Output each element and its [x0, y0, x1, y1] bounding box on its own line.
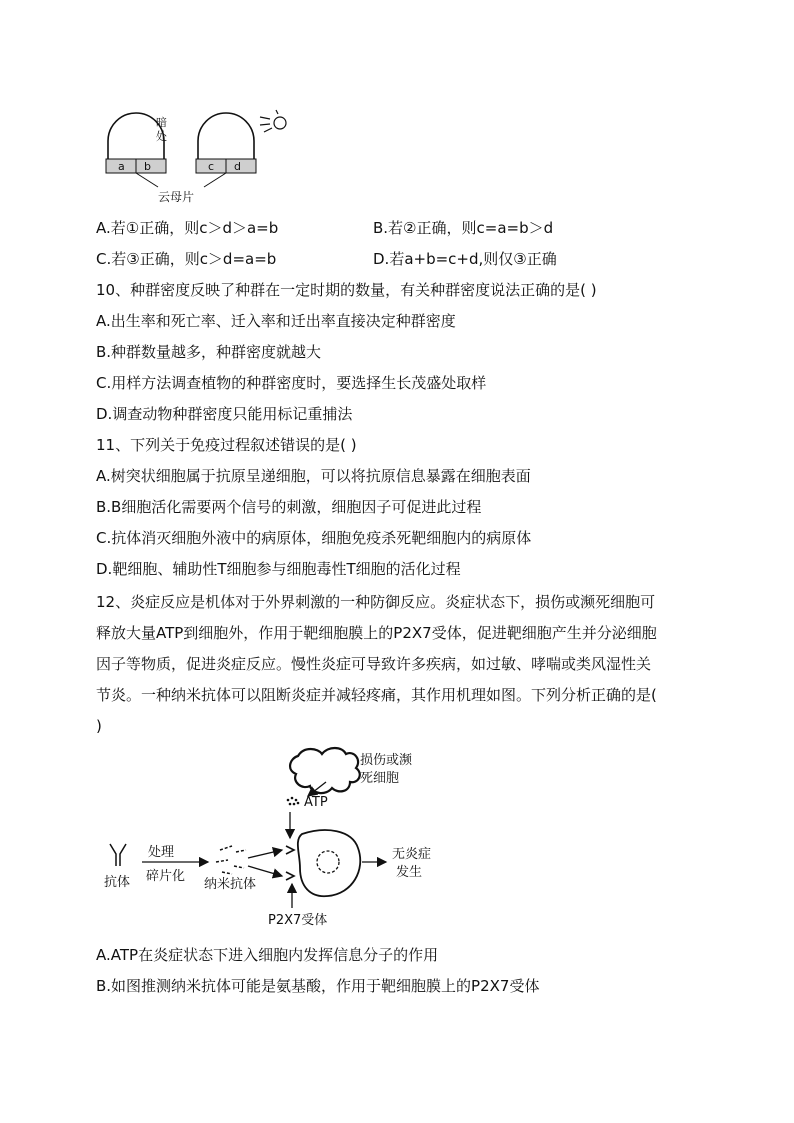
- atp-particles: [287, 797, 300, 806]
- q12-option-a: A.ATP在炎症状态下进入细胞内发挥信息分子的作用: [96, 946, 439, 964]
- q10-option-c: C.用样方法调查植物的种群密度时，要选择生长茂盛处取样: [96, 374, 487, 392]
- nano-antibody-diagram: [96, 738, 456, 930]
- q11-option-c: C.抗体消灭细胞外液中的病原体，细胞免疫杀死靶细胞内的病原体: [96, 529, 532, 547]
- q10-option-d: D.调查动物种群密度只能用标记重捕法: [96, 405, 353, 423]
- receptor-top: [286, 846, 294, 854]
- process-label-1: 处理: [148, 845, 175, 860]
- q9-option-c: C.若③正确，则c＞d=a=b: [96, 250, 277, 268]
- dark-label-1: 暗: [156, 116, 167, 129]
- q11-option-d: D.靶细胞、辅助性T细胞参与细胞毒性T细胞的活化过程: [96, 560, 461, 578]
- q10-option-b: B.种群数量越多，种群密度就越大: [96, 343, 322, 361]
- nano-antibody-fragments: [216, 846, 246, 874]
- antibody-label: 抗体: [104, 875, 131, 890]
- q12-stem-line-3: 因子等物质，促进炎症反应。慢性炎症可导致许多疾病，如过敏、哮喘或类风湿性关: [96, 655, 652, 673]
- target-cell: [298, 830, 360, 896]
- damaged-cell-blob: [290, 748, 360, 793]
- q10-option-a: A.出生率和死亡率、迁入率和迁出率直接决定种群密度: [96, 312, 456, 330]
- q10-stem: 10、种群密度反映了种群在一定时期的数量，有关种群密度说法正确的是( ): [96, 281, 597, 299]
- target-cell-nucleus: [317, 851, 339, 873]
- damaged-cell-label-1: 损伤或濒: [360, 753, 413, 768]
- receptor-bottom: [286, 872, 294, 880]
- result-label-2: 发生: [396, 865, 423, 880]
- cell-b-label: b: [144, 160, 151, 173]
- sun-icon: [260, 110, 286, 132]
- antibody-icon: [110, 844, 126, 866]
- atp-label: ATP: [304, 795, 328, 810]
- mica-experiment-figure: [100, 105, 300, 205]
- q9-option-b: B.若②正确，则c=a=b＞d: [373, 219, 554, 237]
- process-label-2: 碎片化: [146, 869, 186, 884]
- q12-stem-line-1: 12、炎症反应是机体对于外界刺激的一种防御反应。炎症状态下，损伤或濒死细胞可: [96, 593, 656, 611]
- q12-option-b: B.如图推测纳米抗体可能是氨基酸，作用于靶细胞膜上的P2X7受体: [96, 977, 540, 995]
- q12-stem-line-2: 释放大量ATP到细胞外，作用于靶细胞膜上的P2X7受体，促进靶细胞产生并分泌细胞: [96, 624, 657, 642]
- cell-a-label: a: [118, 160, 125, 173]
- cell-c-label: c: [208, 160, 215, 173]
- result-label-1: 无炎症: [392, 847, 432, 862]
- cell-d-label: d: [234, 160, 241, 173]
- q11-option-a: A.树突状细胞属于抗原呈递细胞，可以将抗原信息暴露在细胞表面: [96, 467, 531, 485]
- q11-stem: 11、下列关于免疫过程叙述错误的是( ): [96, 436, 357, 454]
- receptor-label: P2X7受体: [268, 913, 328, 928]
- dark-label-2: 处: [156, 130, 167, 143]
- nano-antibody-label: 纳米抗体: [204, 877, 257, 892]
- q9-option-a: A.若①正确，则c＞d＞a=b: [96, 219, 279, 237]
- q12-stem-line-4: 节炎。一种纳米抗体可以阻断炎症并减轻疼痛，其作用机理如图。下列分析正确的是(: [96, 686, 657, 704]
- q11-option-b: B.B细胞活化需要两个信号的刺激，细胞因子可促进此过程: [96, 498, 482, 516]
- damaged-cell-label-2: 死细胞: [360, 771, 400, 786]
- q12-stem-line-5: ): [96, 717, 102, 735]
- mica-label: 云母片: [158, 190, 195, 204]
- q9-option-d: D.若a+b=c+d,则仅③正确: [373, 250, 557, 268]
